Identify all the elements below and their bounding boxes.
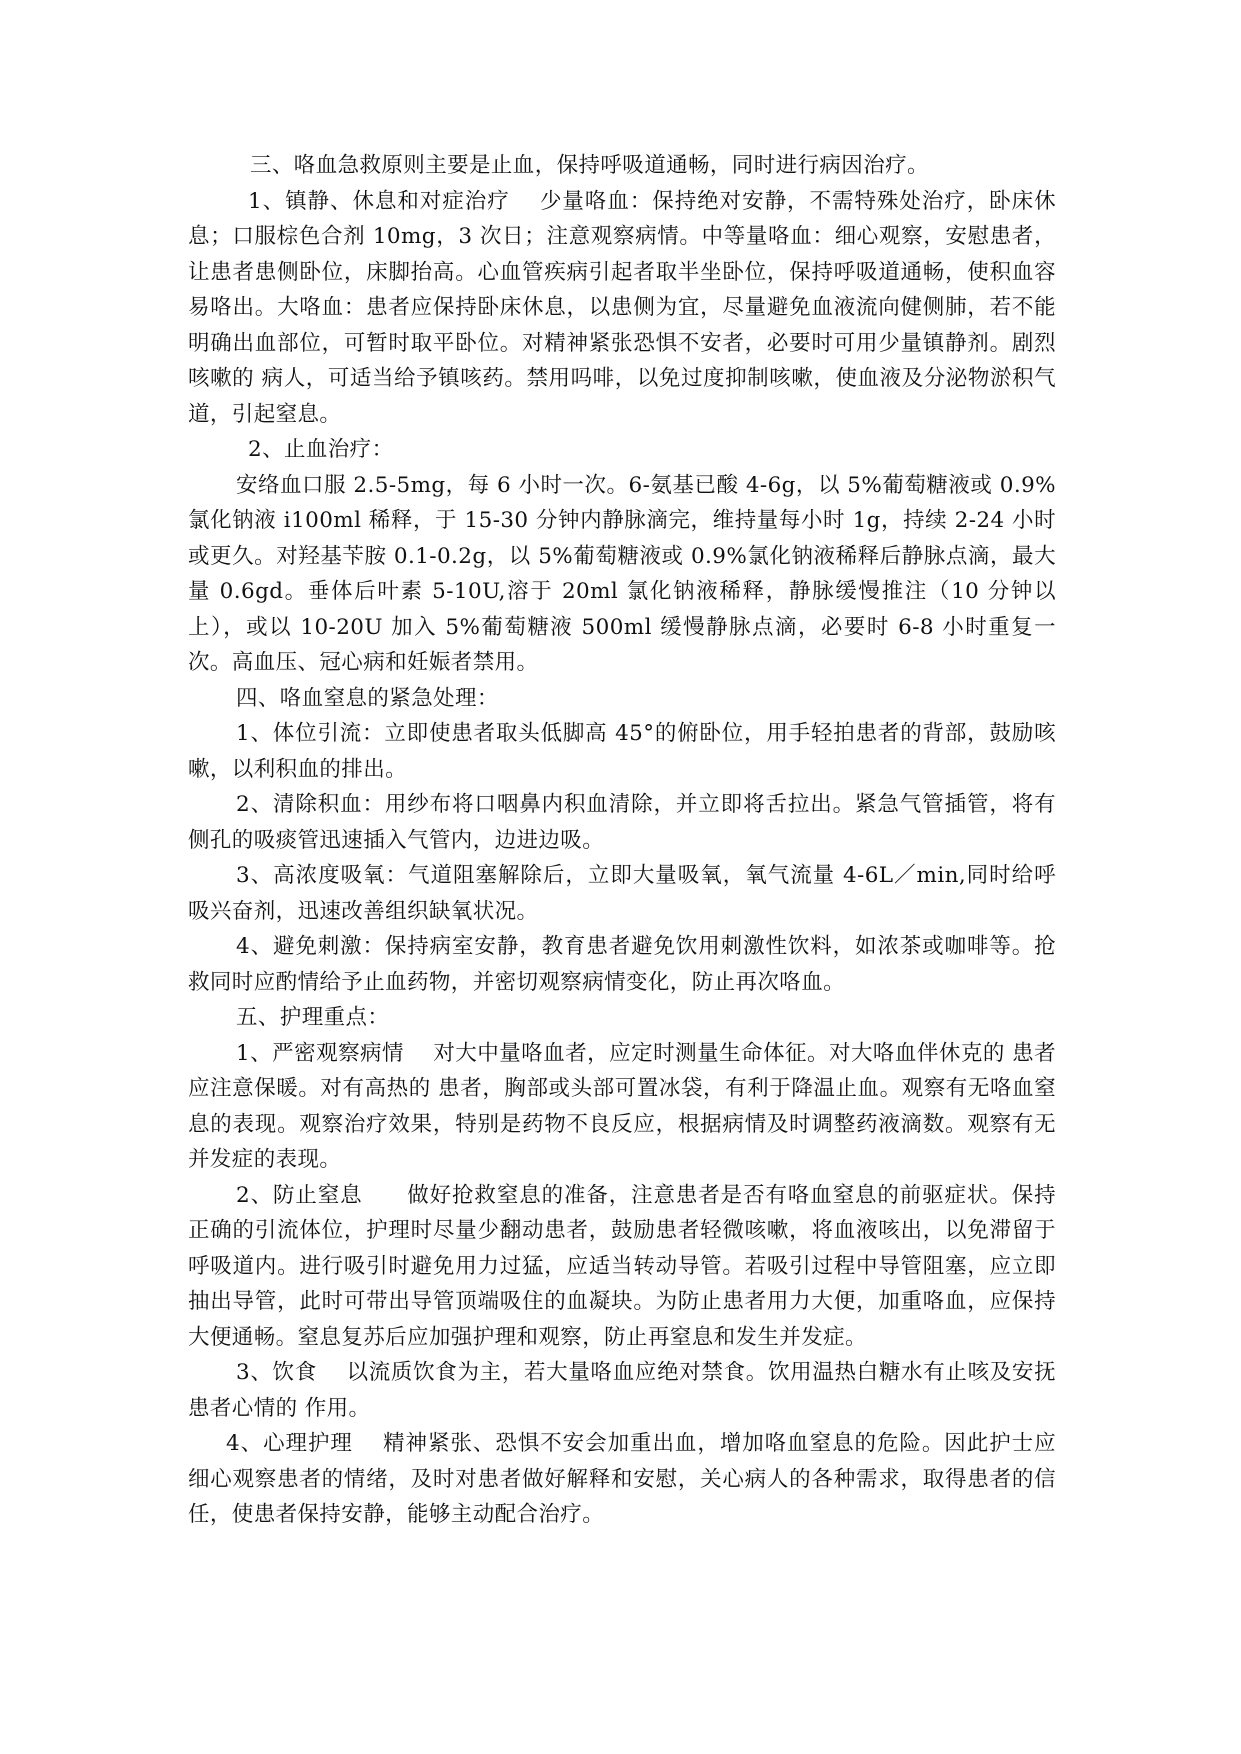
- paragraph-prevent-asphyxia: 2、防止窒息 做好抢救窒息的准备，注意患者是否有咯血窒息的前驱症状。保持正确的引流体位，护理时尽量少翻动患者，鼓励患者轻微咳嗽，将血液咳出，以免滞留于呼吸道内。进行吸引时避免用力过猛，应适当转动导管。若吸引过程中导管阻塞，应立即抽出导管，此时可带出导管顶端吸住的血凝块。为防止患者用力大便，加重咯血，应保持大便通畅。窒息复苏后应加强护理和观察，防止再窒息和发生并发症。: [188, 1182, 1056, 1350]
- section-heading-4: 四、咯血窒息的紧急处理：: [236, 685, 499, 711]
- paragraph-psychological-care: 4、心理护理 精神紧张、恐惧不安会加重出血，增加咯血窒息的危险。因此护士应细心观察患者的情绪，及时对患者做好解释和安慰，关心病人的各种需求，取得患者的信任，使患者保持安静，能够主动配合治疗。: [188, 1431, 1056, 1527]
- section-heading-5: 五、护理重点：: [236, 1005, 390, 1030]
- subheading-hemostasis: 2、止血治疗：: [248, 437, 394, 462]
- section-heading-3: 三、咯血急救原则主要是止血，保持呼吸道通畅，同时进行病因治疗。: [250, 153, 929, 178]
- paragraph-hemostasis-drugs: 安络血口服 2.5-5mg，每 6 小时一次。6-氨基已酸 4-6g，以 5%葡萄糖液或 0.9%氯化钠液 i100ml 稀释，于 15-30 分钟内静脉滴完，维持量每小时 1g，持续 2-24 小时或更久。对羟基苄胺 0.1-0.2g，以 5%葡萄糖液或 0.9%氯化钠液稀释后静脉点滴，最大量 0.6gd。垂体后叶素 5-10U,溶于 20ml 氯化钠液稀释，静脉缓慢推注（10 分钟以上），或以 10-20U 加入 5%葡萄糖液 500ml 缓慢静脉点滴，必要时 6-8 小时重复一次。高血压、冠心病和妊娠者禁用。: [188, 472, 1056, 675]
- document-body: [188, 148, 1056, 1533]
- paragraph-observe-condition: 1、严密观察病情 对大中量咯血者，应定时测量生命体征。对大咯血伴休克的 患者应注意保暖。对有高热的 患者，胸部或头部可置冰袋，有利于降温止血。观察有无咯血窒息的表现。观察治疗效果，特别是药物不良反应，根据病情及时调整药液滴数。观察有无并发症的表现。: [188, 1040, 1056, 1172]
- paragraph-avoid-stimulation: 4、避免刺激：保持病室安静，教育患者避免饮用刺激性饮料，如浓茶或咖啡等。抢救同时应酌情给予止血药物，并密切观察病情变化，防止再次咯血。: [188, 934, 1056, 995]
- paragraph-clear-blood: 2、清除积血：用纱布将口咽鼻内积血清除，并立即将舌拉出。紧急气管插管，将有侧孔的吸痰管迅速插入气管内，边进边吸。: [188, 792, 1056, 853]
- paragraph-postural-drainage: 1、体位引流：立即使患者取头低脚高 45°的俯卧位，用手轻拍患者的背部，鼓励咳嗽，以利积血的排出。: [188, 721, 1056, 782]
- paragraph-diet: 3、饮食 以流质饮食为主，若大量咯血应绝对禁食。饮用温热白糖水有止咳及安抚患者心情的 作用。: [188, 1360, 1056, 1421]
- paragraph-sedation-treatment: 1、镇静、休息和对症治疗 少量咯血：保持绝对安静，不需特殊处治疗，卧床休息；口服棕色合剂 10mg，3 次日；注意观察病情。中等量咯血：细心观察，安慰患者，让患者患侧卧位，床脚抬高。心血管疾病引起者取半坐卧位，保持呼吸道通畅，使积血容易咯出。大咯血：患者应保持卧床休息，以患侧为宜，尽量避免血液流向健侧肺，若不能明确出血部位，可暂时取平卧位。对精神紧张恐惧不安者，必要时可用少量镇静剂。剧烈咳嗽的 病人，可适当给予镇咳药。禁用吗啡，以免过度抑制咳嗽，使血液及分泌物淤积气道，引起窒息。: [188, 188, 1056, 427]
- paragraph-oxygen: 3、高浓度吸氧：气道阻塞解除后，立即大量吸氧，氧气流量 4-6L／min,同时给呼吸兴奋剂，迅速改善组织缺氧状况。: [188, 863, 1056, 924]
